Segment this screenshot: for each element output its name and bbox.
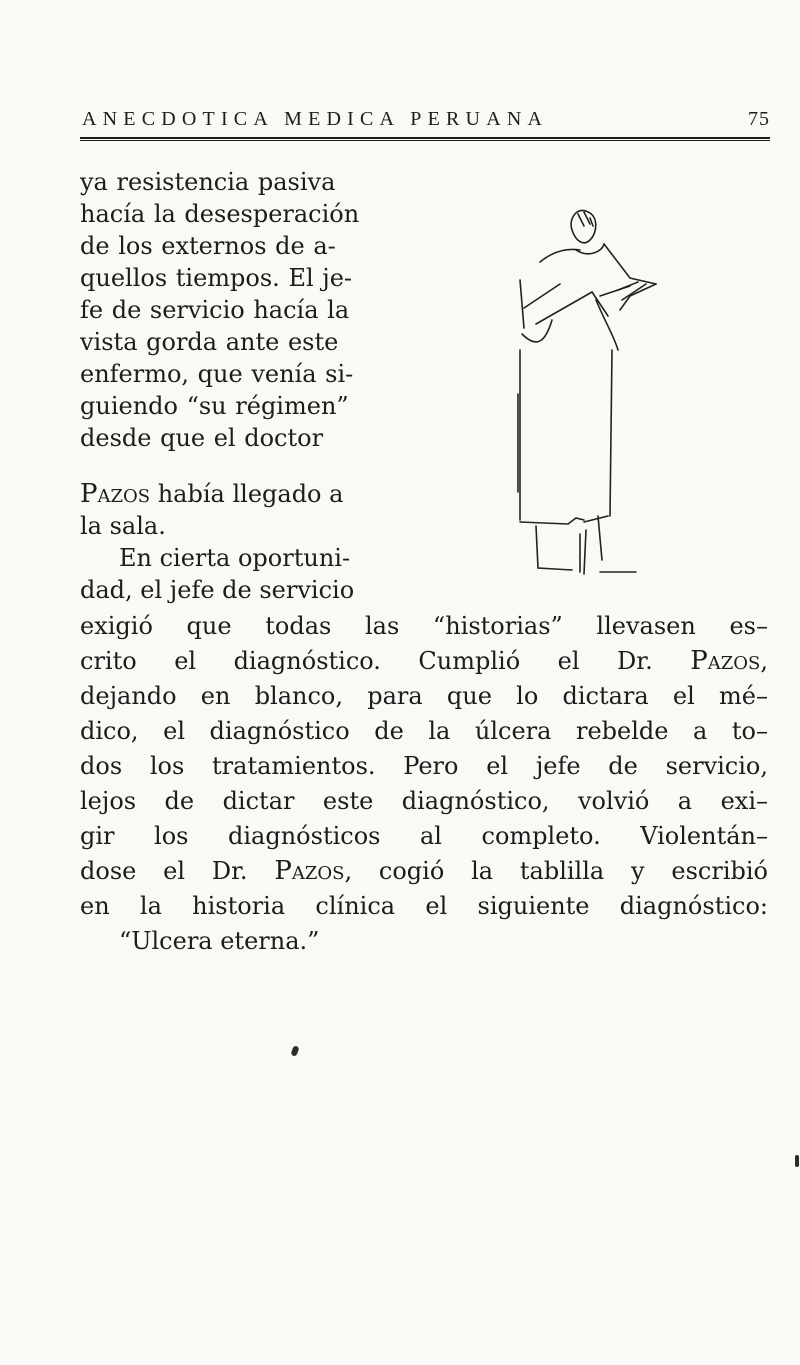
text-line: de los externos de a- bbox=[80, 232, 336, 260]
header-rule bbox=[80, 137, 770, 141]
surname-pazos: Pazos bbox=[690, 646, 761, 676]
text-line: hacía la desesperación bbox=[80, 200, 360, 228]
text-line: lejos de dictar este diagnóstico, volvió a exi– bbox=[80, 787, 768, 815]
text-line bbox=[80, 476, 343, 512]
text-line: dico, el diagnóstico de la úlcera rebelde a to– bbox=[80, 717, 768, 745]
text-line: en la historia clínica el siguiente diagnóstico: bbox=[80, 892, 768, 920]
text-line: quellos tiempos. El je- bbox=[80, 264, 353, 292]
text-fragment: dose el Dr. bbox=[80, 857, 275, 885]
text-fragment: crito el diagnóstico. Cumplió el Dr. bbox=[80, 647, 691, 675]
text-line bbox=[80, 853, 768, 889]
surname-pazos: Pazos bbox=[274, 856, 345, 886]
running-title: ANECDOTICA MEDICA PERUANA bbox=[82, 108, 549, 130]
ink-speck bbox=[795, 1155, 799, 1167]
text-line: dad, el jefe de servicio bbox=[80, 576, 355, 604]
text-line-closing-quote: “Ulcera eterna.” bbox=[119, 927, 320, 955]
running-header bbox=[82, 101, 770, 131]
paragraph-start: En cierta oportuni- bbox=[119, 544, 351, 572]
text-line: fe de servicio hacía la bbox=[80, 296, 350, 324]
text-line: exigió que todas las “historias” llevasen es– bbox=[80, 612, 768, 640]
text-fragment: había llegado a bbox=[150, 480, 344, 508]
page-number: 75 bbox=[748, 108, 770, 130]
text-line: vista gorda ante este bbox=[80, 328, 339, 356]
text-line: guiendo “su régimen” bbox=[80, 392, 349, 420]
text-line: dejando en blanco, para que lo dictara el mé– bbox=[80, 682, 768, 710]
physician-sketch-icon bbox=[480, 200, 660, 585]
text-line: dos los tratamientos. Pero el jefe de servicio, bbox=[80, 752, 768, 780]
text-line: enfermo, que venía si- bbox=[80, 360, 354, 388]
text-line: la sala. bbox=[80, 512, 166, 540]
text-fragment: , bbox=[760, 647, 768, 675]
ink-speck bbox=[290, 1045, 299, 1056]
text-line: ya resistencia pasiva bbox=[80, 168, 336, 196]
surname-pazos: Pazos bbox=[80, 479, 151, 509]
text-fragment: , cogió la tablilla y escribió bbox=[344, 857, 768, 885]
text-line: gir los diagnósticos al completo. Violentán– bbox=[80, 822, 768, 850]
text-line bbox=[80, 643, 768, 679]
text-line: desde que el doctor bbox=[80, 424, 324, 452]
